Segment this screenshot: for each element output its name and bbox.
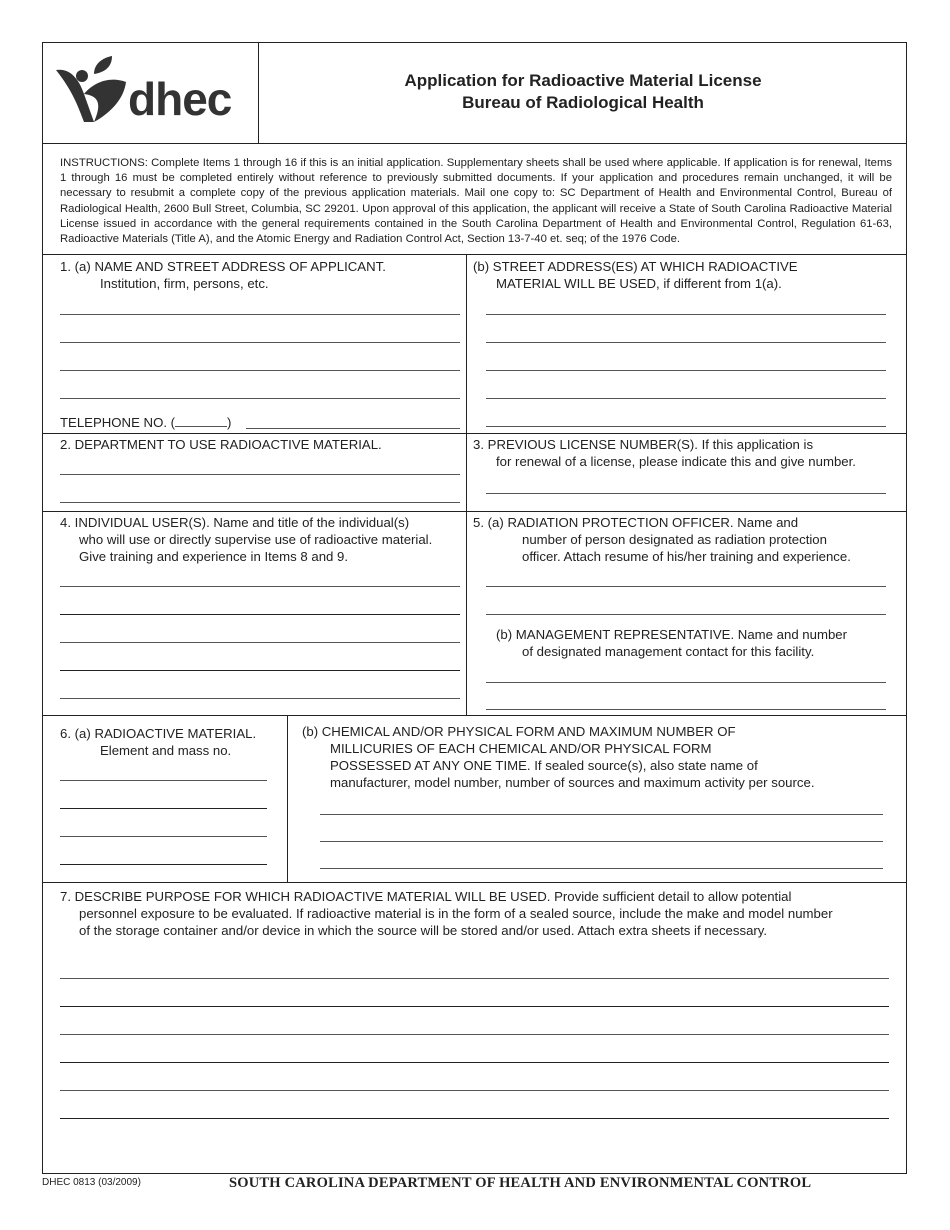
item-1a-line[interactable]	[60, 314, 460, 315]
item-4-line[interactable]	[60, 586, 460, 587]
item-7-line[interactable]	[60, 1118, 889, 1119]
item-1a-line[interactable]	[60, 398, 460, 399]
item-1b-line[interactable]	[486, 398, 886, 399]
item-7-line[interactable]	[60, 1062, 889, 1063]
row-2-bottom-rule	[42, 511, 907, 512]
item-3-label: 3. PREVIOUS LICENSE NUMBER(S). If this application is for renewal of a license, please indicate this and give number.	[473, 437, 856, 469]
item-7-line[interactable]	[60, 1090, 889, 1091]
item-6a-line[interactable]	[60, 780, 267, 781]
item-7-line[interactable]	[60, 1006, 889, 1007]
col-divider-2	[287, 715, 288, 883]
instructions-text: INSTRUCTIONS: Complete Items 1 through 16 if this is an initial application. Supplementary sheets shall be used where applicable. If application is for renewal, Items 1 through 16 must be completed entirely without reference to previously submitted documents. If your application and procedures remain unchanged, it will be necessary to resubmit a complete copy of the previous application materials. Mail one copy to: SC Department of Health and Environmental Control, Bureau of Radiological Health, 2600 Bull Street, Columbia, SC 29201. Upon approval of this application, the applicant will receive a State of South Carolina Radioactive Material License issued in accordance with the general requirements contained in the South Carolina Department of Health and Environmental Control, Regulation 61-63, Radioactive Materials (Title A), and the Atomic Energy and Radiation Control Act, Section 13-7-40 et. seq; of the 1976 Code.	[60, 157, 892, 246]
item-1a-line[interactable]	[60, 342, 460, 343]
item-4-line[interactable]	[60, 670, 460, 671]
item-1b-line[interactable]	[486, 370, 886, 371]
telephone-input[interactable]	[246, 428, 460, 429]
item-7-line[interactable]	[60, 1034, 889, 1035]
item-5b-line[interactable]	[486, 682, 886, 683]
item-1a-label: 1. (a) NAME AND STREET ADDRESS OF APPLICANT. Institution, firm, persons, etc.	[60, 259, 386, 291]
item-6a-label: 6. (a) RADIOACTIVE MATERIAL. Element and mass no.	[60, 726, 257, 758]
item-6a-line[interactable]	[60, 836, 267, 837]
item-1b-line[interactable]	[486, 426, 886, 427]
item-5b-line[interactable]	[486, 709, 886, 710]
item-2-line[interactable]	[60, 474, 460, 475]
item-1b-line[interactable]	[486, 314, 886, 315]
item-6a-line[interactable]	[60, 808, 267, 809]
item-3-line[interactable]	[486, 493, 886, 494]
header-bottom-rule	[42, 143, 907, 144]
title-line-2: Bureau of Radiological Health	[462, 93, 704, 112]
logo-text: dhec	[128, 73, 232, 125]
item-6b-label: (b) CHEMICAL AND/OR PHYSICAL FORM AND MAXIMUM NUMBER OF MILLICURIES OF EACH CHEMICAL AND/OR PHYSICAL FORM POSSESSED AT ANY ONE TIME. If sealed source(s), also state name of manufacturer, model number, number of sources and maximum activity per source.	[302, 724, 815, 790]
item-6b-line[interactable]	[320, 868, 883, 869]
item-4-line[interactable]	[60, 614, 460, 615]
title-line-1: Application for Radioactive Material License	[404, 71, 762, 90]
item-2-label: 2. DEPARTMENT TO USE RADIOACTIVE MATERIAL.	[60, 437, 382, 452]
row-1-bottom-rule	[42, 433, 907, 434]
page-title	[260, 70, 906, 114]
item-6a-line[interactable]	[60, 864, 267, 865]
item-5a-line[interactable]	[486, 614, 886, 615]
item-1b-line[interactable]	[486, 342, 886, 343]
item-4-line[interactable]	[60, 698, 460, 699]
item-1b-label: (b) STREET ADDRESS(ES) AT WHICH RADIOACTIVE MATERIAL WILL BE USED, if different from 1(a).	[473, 259, 798, 291]
form-number: DHEC 0813 (03/2009)	[42, 1177, 141, 1188]
item-2-line[interactable]	[60, 502, 460, 503]
item-4-line[interactable]	[60, 642, 460, 643]
item-6b-line[interactable]	[320, 814, 883, 815]
item-6b-line[interactable]	[320, 841, 883, 842]
col-divider-1	[466, 254, 467, 716]
item-5a-label: 5. (a) RADIATION PROTECTION OFFICER. Name and number of person designated as radiation protection officer. Attach resume of his/her training and experience.	[473, 515, 851, 564]
item-7-line[interactable]	[60, 978, 889, 979]
dhec-logo	[54, 56, 244, 128]
header-divider	[258, 42, 259, 144]
item-4-label: 4. INDIVIDUAL USER(S). Name and title of the individual(s) who will use or directly supervise use of radioactive material. Give training and experience in Items 8 and 9.	[60, 515, 433, 564]
item-5a-line[interactable]	[486, 586, 886, 587]
instructions-bottom-rule	[42, 254, 907, 255]
agency-name: SOUTH CAROLINA DEPARTMENT OF HEALTH AND ENVIRONMENTAL CONTROL	[229, 1175, 812, 1191]
item-7-label: 7. DESCRIBE PURPOSE FOR WHICH RADIOACTIVE MATERIAL WILL BE USED. Provide sufficient detail to allow potential personnel exposure to be evaluated. If radioactive material is in the form of a sealed source, include the make and model number of the storage container and/or device in which the source will be stored and/or used. Attach extra sheets if necessary.	[60, 889, 833, 938]
row-4-bottom-rule	[42, 882, 907, 883]
item-1a-line[interactable]	[60, 370, 460, 371]
dhec-leaf-icon	[54, 56, 134, 128]
telephone-label: TELEPHONE NO. ( )	[60, 415, 232, 430]
item-5b-label: (b) MANAGEMENT REPRESENTATIVE. Name and number of designated management contact for this facility.	[496, 627, 848, 659]
row-3-bottom-rule	[42, 715, 907, 716]
